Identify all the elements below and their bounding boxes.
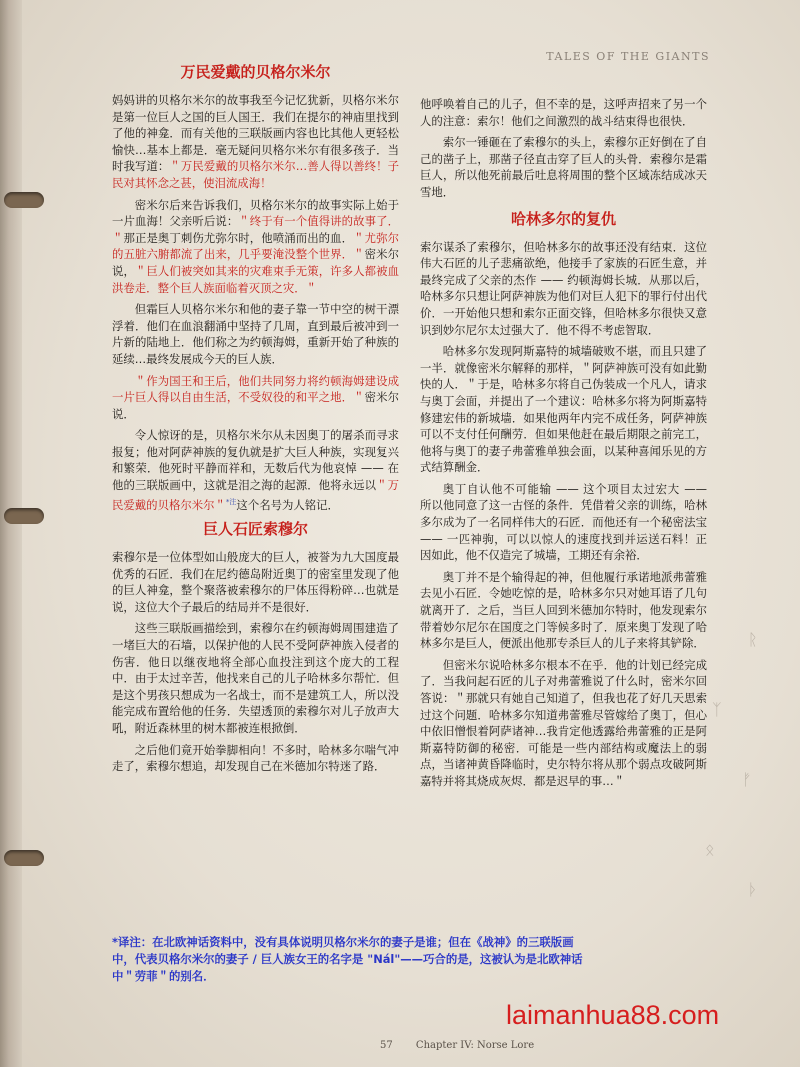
translator-note: *译注：在北欧神话资料中，没有具体说明贝格尔米尔的妻子是谁；但在《战神》的三联版画中，代表贝格尔米尔的妻子 / 巨人族女王的名字是 "Nál"——巧合的是，这被认为是北欧神话中＂劳菲＂的别名． <box>112 935 583 983</box>
paragraph: 他呼唤着自己的儿子，但不幸的是，这呼声招来了另一个人的注意：索尔！他们之间激烈的战斗结束得也很快． <box>420 97 707 128</box>
paragraph: 索尔一锤砸在了索穆尔的头上，索穆尔正好倒在了自己的凿子上，那凿子径直击穿了巨人的头骨．索穆尔是霜巨人，所以他死前最后吐息将周围的整个区域冻结成冰天雪地． <box>420 135 707 199</box>
paragraph: 之后他们竟开始拳脚相向！不多时，哈林多尔喘气冲走了，索穆尔想追，却发现自己在米德加尔特迷了路． <box>112 742 399 774</box>
paragraph: 妈妈讲的贝格尔米尔的故事我至今记忆犹新，贝格尔米尔是第一位巨人之国的巨人国王．我们在提尔的神庙里找到了他的神龛．而有关他的三联版画内容也比其他人更轻松愉快…基本上都是．毫无疑问贝格尔米尔有很多孩子．当时我写道：＂万民爱戴的贝格尔米尔…善人得以善终！子民对其怀念之甚，使泪流成海！ <box>112 93 399 190</box>
section-title: 万民爱戴的贝格尔米尔 <box>180 63 331 81</box>
rune-decoration-icon: ᛟ <box>705 840 715 859</box>
paragraph: 索尔谋杀了索穆尔，但哈林多尔的故事还没有结束．这位伟大石匠的儿子悲痛欲绝，他接手了家族的石匠生意，并最终完成了父亲的杰作 —— 约顿海姆长城．从那以后，哈林多尔只想让阿萨神族为他们对巨人犯下的罪行付出代价．一开始他只想和索尔正面交锋，但哈林多尔很快又意识到妙尔尼尔太过强大了．他不得不考虑智取． <box>420 239 707 337</box>
binding-hole <box>4 850 44 866</box>
page-number: 57 <box>380 1040 393 1051</box>
paragraph: 但密米尔说哈林多尔根本不在乎．他的计划已经完成了．当我问起石匠的儿子对弗蕾雅说了什么时，密米尔回答说：＂那就只有她自己知道了，但我也花了好几天思索过这个问题．哈林多尔知道弗蕾雅尽管嫁给了奥丁，但心中依旧憎恨着阿萨诸神…我肯定他透露给弗蕾雅的正是阿斯嘉特防御的秘密．可能是一些内部结构或魔法上的弱点，当诸神黄昏降临时，史尔特尔将从那个弱点攻破阿斯嘉特并将其烧成灰烬．都是迟早的事…＂ <box>420 657 707 788</box>
paragraph: 奥丁自认他不可能输 —— 这个项目太过宏大 —— 所以他同意了这一古怪的条件．凭借着父亲的训练，哈林多尔成为了一名同样伟大的石匠．而他还有一个秘密法宝 —— 一匹神驹，可以以惊人的速度找到并运送石料！正因如此，他不仅造完了城墙，工期还有余裕． <box>420 481 707 563</box>
rune-decoration-icon: ᚦ <box>748 880 758 899</box>
paragraph: 索穆尔是一位体型如山般庞大的巨人，被誉为九大国度最优秀的石匠．我们在尼约德岛附近奥丁的密室里发现了他的巨人神龛，整个聚落被索穆尔的尸体压得粉碎…也就是说，这位大个子最后的结局并不是很好． <box>112 550 399 614</box>
paragraph: 奥丁并不是个输得起的神，但他履行承诺地派弗蕾雅去见小石匠．令她吃惊的是，哈林多尔只对她耳语了几句就离开了．之后，当巨人回到米德加尔特时，他发现索尔带着妙尔尼尔在国度之门等候多时了．原来奥丁发现了哈林多尔是巨人，便派出他那专杀巨人的儿子来将其铲除． <box>420 569 707 651</box>
running-header: TALES OF THE GIANTS <box>546 50 710 63</box>
rune-decoration-icon: ᚱ <box>748 630 758 649</box>
binding-hole <box>4 192 44 208</box>
rune-decoration-icon: ᚠ <box>742 770 752 789</box>
right-column <box>420 96 707 795</box>
binding-edge <box>0 0 22 1067</box>
paragraph: ＂作为国王和王后，他们共同努力将约顿海姆建设成一片巨人得以自由生活，不受奴役的和平之地．＂密米尔说． <box>112 373 399 421</box>
page-footer <box>380 1040 534 1051</box>
paragraph: 哈林多尔发现阿斯嘉特的城墙破败不堪，而且只建了一半．就像密米尔解释的那样，＂阿萨神族可没有如此勤快的人．＂于是，哈林多尔将自己伪装成一个凡人，请求与奥丁会面，并提出了一个建议：哈林多尔将为阿斯嘉特修建宏伟的新城墙．如果他两年内完不成任务，阿萨神族可以不支付任何酬劳．但如果他赶在最后期限之前完工，他将与奥丁的妻子弗蕾雅单独会面，以某种喜闻乐见的方式结算酬金． <box>420 344 707 475</box>
paragraph: 令人惊讶的是，贝格尔米尔从未因奥丁的屠杀而寻求报复；他对阿萨神族的复仇就是扩大巨人种族，实现复兴和繁荣．他死时平静而祥和，无数后代为他哀悼 —— 在他的三联版画中，这就是泪之海的起源．他将永远以＂万民爱戴的贝格尔米尔＂$^{*注}$这个名号为人铭记． <box>112 428 399 512</box>
paragraph: 但霜巨人贝格尔米尔和他的妻子靠一节中空的树干漂浮着．他们在血浪翻涌中坚持了几周，直到最后被冲到一片新的陆地上．他们称之为约顿海姆，重新开始了种族的延续…最终发展成今天的巨人族． <box>112 302 399 366</box>
paragraph: 这些三联版画描绘到，索穆尔在约顿海姆周围建造了一堵巨大的石墙，以保护他的人民不受阿萨神族入侵者的伤害．他日以继夜地将全部心血投注到这个庞大的工程中．由于太过辛苦，他找来自己的儿子哈林多尔帮忙．但是这个男孩只想成为一名战士，而不是建筑工人，所以没能完成布置给他的任务．失望透顶的索穆尔对儿子放声大吼，附近森林里的树木都被连根掀倒． <box>112 621 399 735</box>
paragraph: 密米尔后来告诉我们，贝格尔米尔的故事实际上始于一片血海！父亲听后说：＂终于有一个值得讲的故事了．＂那正是奥丁刺伤尤弥尔时，他喷涌而出的血．＂尤弥尔的五脏六腑都流了出来，几乎要淹没整个世界．＂密米尔说，＂巨人们被突如其来的灾难束手无策，许多人都被血洪卷走．整个巨人族面临着灭顶之灾．＂ <box>112 197 399 295</box>
watermark: laimanhua88.com <box>506 1000 720 1030</box>
chapter-label: Chapter IV: Norse Lore <box>415 1040 535 1051</box>
binding-hole <box>4 508 44 524</box>
section-title: 巨人石匠索穆尔 <box>202 520 308 539</box>
footnote-marker: *注 <box>225 497 237 506</box>
rune-decoration-icon: ᛉ <box>712 700 722 719</box>
section-title: 哈林多尔的复仇 <box>510 209 616 228</box>
left-column <box>112 62 399 780</box>
